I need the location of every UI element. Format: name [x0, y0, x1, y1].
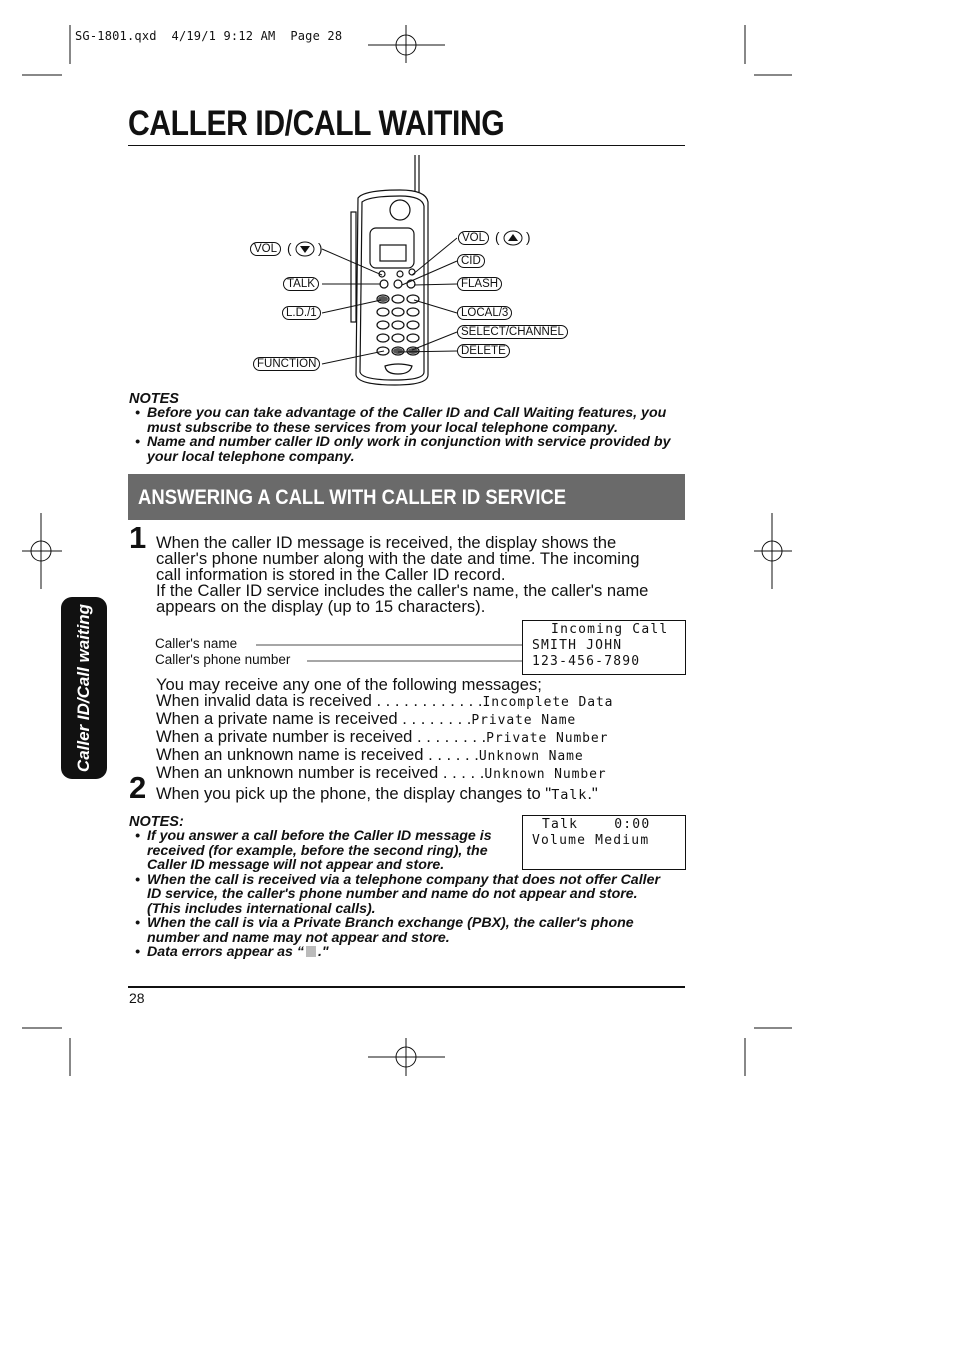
lcd-line: Volume Medium — [532, 833, 650, 848]
incoming-call-display — [522, 620, 686, 675]
vol-up-label: VOL — [458, 231, 489, 245]
cid-label: CID — [457, 254, 485, 268]
vol-down-paren-close: ) — [318, 241, 323, 256]
error-block-icon — [306, 946, 316, 957]
page-number: 28 — [129, 990, 145, 1006]
messages-list — [156, 693, 613, 783]
callers-name-label: Caller's name — [155, 636, 238, 651]
step-2-text: When you pick up the phone, the display changes to "Talk." — [156, 784, 598, 803]
file-slug: SG-1801.qxd 4/19/1 9:12 AM Page 28 — [75, 29, 343, 43]
note-item-cont: your local telephone company. — [147, 448, 355, 465]
side-tab-label: Caller ID/Call waiting — [74, 603, 93, 773]
section-title: ANSWERING A CALL WITH CALLER ID SERVICE — [138, 486, 567, 509]
message-row: When an unknown name is received . . . . . .Unknown Name — [156, 745, 584, 764]
notes-bottom-heading: NOTES: — [129, 814, 184, 830]
lcd-line: 123-456-7890 — [532, 654, 641, 669]
page-title: CALLER ID/CALL WAITING — [128, 104, 505, 143]
local3-label: LOCAL/3 — [457, 306, 512, 320]
message-row: When invalid data is received . . . . . . . . . . . .Incomplete Data — [156, 691, 614, 710]
lcd-line: Talk 0:00 — [533, 817, 651, 832]
step-1-number: 1 — [129, 520, 147, 555]
vol-up-paren-close: ) — [526, 230, 531, 245]
note-item: • Before you can take advantage of the Caller ID and Call Waiting features, you — [135, 405, 667, 421]
step-1-text: When the caller ID message is received, the display shows the caller's phone number along with the date and time. The incoming call information is stored in the Caller ID record. If the Caller ID service includes the caller's name, the caller's name appears on the display (up to 15 characters). — [156, 533, 649, 616]
step-2-number: 2 — [129, 770, 147, 805]
lcd-line: Incoming Call — [533, 622, 669, 637]
lcd-line: SMITH JOHN — [532, 638, 623, 653]
callers-number-label: Caller's phone number — [155, 652, 291, 667]
notes-bottom-list: • If you answer a call before the Caller ID message is received (for example, before the second ring), the Caller ID message will not appear and store. • When the call is received via a telephone company that does not offer Caller ID service, the caller's phone number and name do not appear and store. (This includes international calls). • When the call is via a Private Branch exchange (PBX), the caller's phone number and name may not appear and store. • Data errors appear as “ ." — [135, 828, 660, 960]
select-channel-label: SELECT/CHANNEL — [457, 325, 568, 339]
function-label: FUNCTION — [253, 357, 320, 371]
bullet: • — [135, 405, 140, 421]
bullet: • — [135, 434, 140, 450]
note-item-cont: must subscribe to these services from your local telephone company. — [147, 419, 618, 436]
messages-intro: You may receive any one of the following messages; — [156, 675, 542, 694]
message-row: When an unknown number is received . . . . .Unknown Number — [156, 763, 607, 782]
note-item: • Name and number caller ID only work in conjunction with service provided by — [135, 434, 671, 450]
ld1-label: L.D./1 — [282, 306, 321, 320]
notes-heading: NOTES — [129, 391, 179, 407]
flash-label: FLASH — [457, 277, 502, 291]
delete-label: DELETE — [457, 344, 510, 358]
footer-rule — [128, 986, 685, 988]
vol-down-label: VOL — [250, 242, 281, 256]
talk-label: TALK — [283, 277, 319, 291]
vol-up-paren-open: ( — [495, 230, 500, 245]
message-row: When a private number is received . . . . . . . .Private Number — [156, 727, 609, 746]
vol-down-paren-open: ( — [287, 241, 292, 256]
message-row: When a private name is received . . . . . . . .Private Name — [156, 709, 577, 728]
